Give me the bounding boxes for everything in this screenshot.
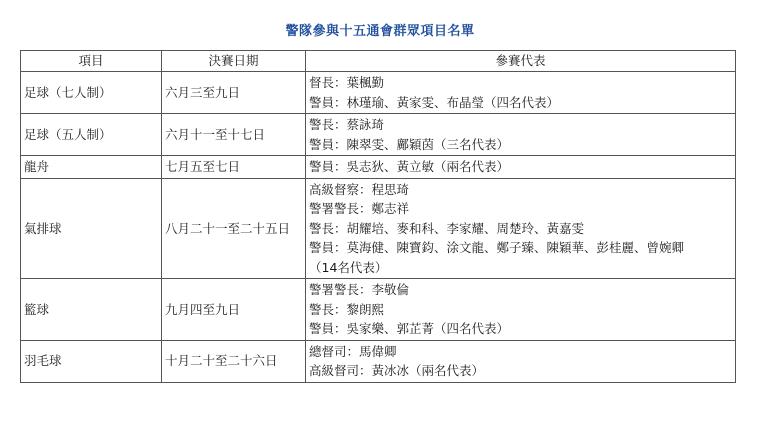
table-row [21,178,736,279]
reps-cell [306,156,736,179]
reps-cell [306,72,736,114]
rep-line: 警員：陳翠雯、鄺穎茵（三名代表） [309,136,510,152]
header-dates: 決賽日期 [162,51,306,72]
rep-line: 警員：莫海健、陳寶鈞、涂文龍、鄭子臻、陳穎華、彭桂麗、曾婉卿 [309,240,685,255]
table-header-row [21,51,736,72]
reps-cell [306,340,736,382]
event-cell: 羽毛球 [21,340,162,382]
dates-cell: 六月十一至十七日 [162,114,306,156]
event-cell: 足球（七人制） [21,72,162,114]
table-row [21,340,736,382]
table-body [21,72,736,383]
page-title: 警隊參與十五通會群眾項目名單 [285,24,475,39]
dates-cell: 六月三至九日 [162,72,306,114]
roster-table [20,50,736,383]
rep-line: 警署警長：鄭志祥 [309,201,410,216]
rep-line: 警長：蔡詠琦 [309,117,385,132]
reps-cell [306,178,736,279]
rep-line: 警員：吳家樂、郭芷菁（四名代表） [309,321,510,336]
table-row [21,156,736,179]
dates-cell: 八月二十一至二十五日 [162,178,306,279]
reps-cell [306,279,736,341]
rep-line: 總督司：馬偉卿 [309,343,397,359]
rep-line: 警員：吳志狄、黃立敏（兩名代表） [309,159,510,174]
rep-line: （14名代表） [309,259,388,275]
header-reps: 參賽代表 [306,51,736,72]
rep-line: 高級督察：程思琦 [309,181,410,197]
reps-cell [306,114,736,156]
rep-line: 督長：葉楓勤 [309,75,385,90]
dates-cell: 十月二十至二十六日 [162,340,306,382]
event-cell: 氣排球 [21,178,162,279]
rep-line: 警長：胡耀培、麥和科、李家耀、周楚玲、黃嘉雯 [309,220,585,236]
table-row [21,72,736,114]
header-event: 項目 [21,51,162,72]
rep-line: 警長：黎朗熙 [309,301,385,317]
table-row [21,279,736,341]
table-row [21,114,736,156]
event-cell: 龍舟 [21,156,162,179]
event-cell: 足球（五人制） [21,114,162,156]
event-cell: 籃球 [21,279,162,341]
rep-line: 警員：林瑾瑜、黃家雯、布晶瑩（四名代表） [309,94,560,110]
dates-cell: 七月五至七日 [162,156,306,179]
rep-line: 警署警長：李敬倫 [309,282,410,297]
rep-line: 高級督司：黃冰冰（兩名代表） [309,363,485,378]
dates-cell: 九月四至九日 [162,279,306,341]
